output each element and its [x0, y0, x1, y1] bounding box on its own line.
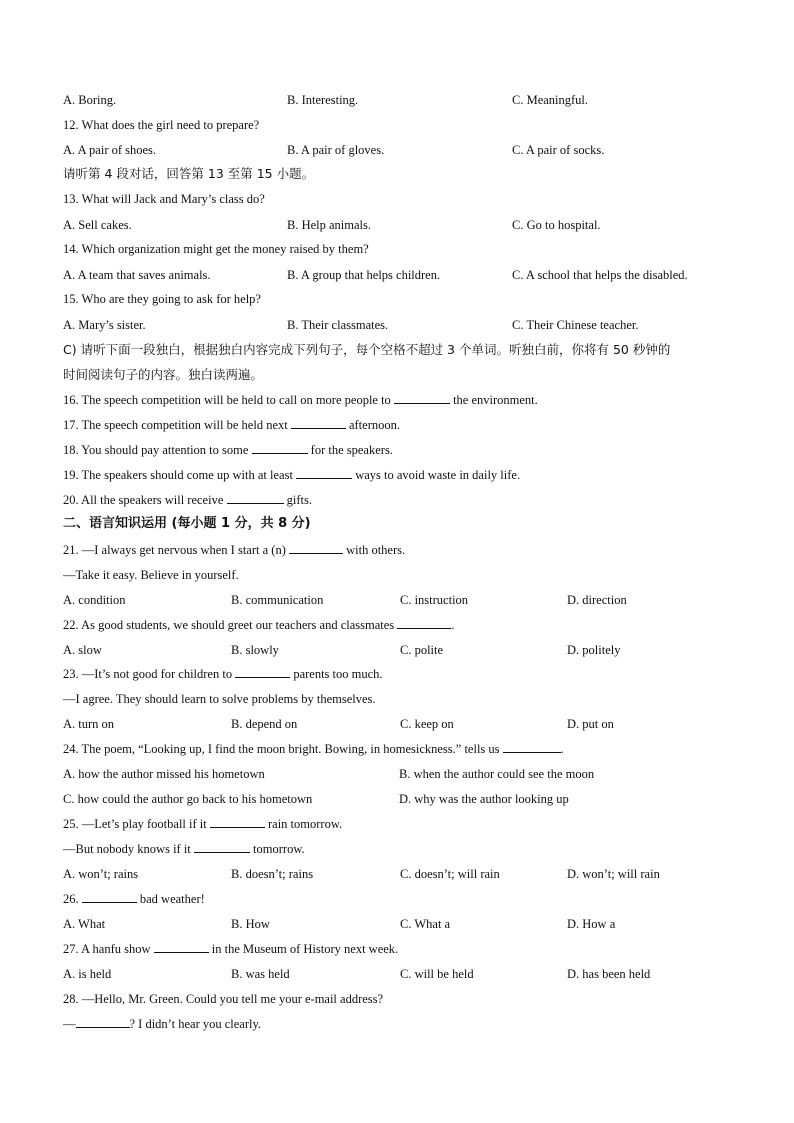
q23-blank[interactable]	[235, 666, 290, 678]
q15-option-c: C. Their Chinese teacher.	[512, 318, 639, 332]
q25-reply-before: —But nobody knows if it	[63, 842, 191, 856]
q24	[63, 741, 564, 757]
q26-text-after: bad weather!	[139, 892, 205, 906]
q23-option-c: C. keep on	[400, 717, 454, 731]
q27-option-d: D. has been held	[567, 967, 651, 981]
q23-text-before: 23. —It’s not good for children to	[63, 667, 233, 681]
q20-text-after: gifts.	[286, 493, 312, 507]
q26-option-c: C. What a	[400, 917, 451, 931]
q23-option-a: A. turn on	[63, 717, 115, 731]
q27-option-a: A. is held	[63, 967, 112, 981]
q14-option-c: C. A school that helps the disabled.	[512, 268, 688, 282]
q26	[63, 891, 205, 907]
q25-text-before: 25. —Let’s play football if it	[63, 817, 207, 831]
q26-blank[interactable]	[82, 891, 137, 903]
q22-option-c: C. polite	[400, 643, 444, 657]
q26-option-d: D. How a	[567, 917, 616, 931]
q12-option-b: B. A pair of gloves.	[287, 143, 385, 157]
q13-option-b: B. Help animals.	[287, 218, 372, 232]
q24-text-after: .	[560, 742, 564, 756]
q13-option-c: C. Go to hospital.	[512, 218, 601, 232]
q17	[63, 417, 400, 433]
q28-blank[interactable]	[76, 1016, 130, 1028]
q28-reply-before: —	[63, 1017, 76, 1031]
q23-reply: —I agree. They should learn to solve problems by themselves.	[63, 692, 376, 706]
q26-option-a: A. What	[63, 917, 106, 931]
q16-text-before: 16. The speech competition will be held to call on more people to	[63, 393, 391, 407]
q21-option-c: C. instruction	[400, 593, 469, 607]
q18-text-before: 18. You should pay attention to some	[63, 443, 249, 457]
q14-stem: 14. Which organization might get the money raised by them?	[63, 242, 369, 256]
q21	[63, 542, 405, 558]
section2-title: 二、语言知识运用 (每小题 1 分，共 8 分)	[63, 516, 311, 531]
q19-blank[interactable]	[296, 467, 352, 479]
q19-text-before: 19. The speakers should come up with at least	[63, 468, 293, 482]
q15-option-b: B. Their classmates.	[287, 318, 389, 332]
q21-text-after: with others.	[346, 543, 406, 557]
q21-option-b: B. communication	[231, 593, 324, 607]
q15-stem: 15. Who are they going to ask for help?	[63, 292, 261, 306]
q25-option-a: A. won’t; rains	[63, 867, 139, 881]
q22-option-d: D. politely	[567, 643, 621, 657]
q22-text-before: 22. As good students, we should greet our teachers and classmates	[63, 618, 395, 632]
q22	[63, 617, 454, 633]
q22-blank[interactable]	[397, 617, 451, 629]
q24-option-d: D. why was the author looking up	[399, 792, 569, 806]
part-c-instruction-line2: 时间阅读句子的内容。独白读两遍。	[63, 367, 264, 382]
q28-stem: 28. —Hello, Mr. Green. Could you tell me your e-mail address?	[63, 992, 384, 1006]
q27-blank[interactable]	[154, 941, 209, 953]
q25-reply	[63, 841, 305, 857]
q25-option-c: C. doesn’t; will rain	[400, 867, 500, 881]
q26-text-before: 26.	[63, 892, 79, 906]
q14-option-a: A. A team that saves animals.	[63, 268, 211, 282]
q24-option-a: A. how the author missed his hometown	[63, 767, 265, 781]
q26-option-b: B. How	[231, 917, 270, 931]
q25-blank-1[interactable]	[210, 816, 265, 828]
q20-text-before: 20. All the speakers will receive	[63, 493, 224, 507]
q24-option-b: B. when the author could see the moon	[399, 767, 595, 781]
q23	[63, 666, 383, 682]
q21-text-before: 21. —I always get nervous when I start a (n)	[63, 543, 286, 557]
q16-text-after: the environment.	[453, 393, 538, 407]
q24-blank[interactable]	[503, 741, 561, 753]
q11-option-c: C. Meaningful.	[512, 93, 589, 107]
q27-text-before: 27. A hanfu show	[63, 942, 151, 956]
q22-option-a: A. slow	[63, 643, 102, 657]
q22-text-after: .	[451, 618, 455, 632]
q16	[63, 392, 538, 408]
q14-option-b: B. A group that helps children.	[287, 268, 441, 282]
q13-stem: 13. What will Jack and Mary’s class do?	[63, 192, 265, 206]
q23-text-after: parents too much.	[293, 667, 383, 681]
q16-blank[interactable]	[394, 392, 450, 404]
q17-text-before: 17. The speech competition will be held next	[63, 418, 288, 432]
q25-blank-2[interactable]	[194, 841, 250, 853]
q24-text-before: 24. The poem, “Looking up, I find the moon bright. Bowing, in homesickness.” tells us	[63, 742, 500, 756]
q23-option-d: D. put on	[567, 717, 614, 731]
q21-reply: —Take it easy. Believe in yourself.	[63, 568, 239, 582]
q19	[63, 467, 520, 483]
q28-reply	[63, 1016, 261, 1032]
q25-option-b: B. doesn’t; rains	[231, 867, 314, 881]
part-c-instruction-line1: C) 请听下面一段独白，根据独白内容完成下列句子，每个空格不超过 3 个单词。听独白前，你将有 50 秒钟的	[63, 342, 671, 357]
q20-blank[interactable]	[227, 492, 284, 504]
q15-option-a: A. Mary’s sister.	[63, 318, 146, 332]
q21-option-a: A. condition	[63, 593, 126, 607]
q25-reply-after: tomorrow.	[253, 842, 305, 856]
q27-option-b: B. was held	[231, 967, 290, 981]
q11-option-a: A. Boring.	[63, 93, 117, 107]
q17-text-after: afternoon.	[348, 418, 400, 432]
q12-stem: 12. What does the girl need to prepare?	[63, 118, 260, 132]
q18-blank[interactable]	[252, 442, 308, 454]
q25-option-d: D. won’t; will rain	[567, 867, 660, 881]
q24-option-c: C. how could the author go back to his hometown	[63, 792, 313, 806]
q12-option-c: C. A pair of socks.	[512, 143, 605, 157]
q27-option-c: C. will be held	[400, 967, 474, 981]
q25	[63, 816, 342, 832]
section4-instruction: 请听第 4 段对话，回答第 13 至第 15 小题。	[63, 166, 315, 181]
q18	[63, 442, 393, 458]
q20	[63, 492, 312, 508]
q21-option-d: D. direction	[567, 593, 627, 607]
q18-text-after: for the speakers.	[310, 443, 393, 457]
q23-option-b: B. depend on	[231, 717, 298, 731]
q17-blank[interactable]	[291, 417, 346, 429]
q28-reply-after: ? I didn’t hear you clearly.	[129, 1017, 262, 1031]
q13-option-a: A. Sell cakes.	[63, 218, 132, 232]
q11-option-b: B. Interesting.	[287, 93, 359, 107]
q19-text-after: ways to avoid waste in daily life.	[355, 468, 521, 482]
q12-option-a: A. A pair of shoes.	[63, 143, 157, 157]
q27	[63, 941, 398, 957]
q22-option-b: B. slowly	[231, 643, 279, 657]
q25-text-after: rain tomorrow.	[267, 817, 343, 831]
q27-text-after: in the Museum of History next week.	[211, 942, 399, 956]
q21-blank[interactable]	[289, 542, 343, 554]
